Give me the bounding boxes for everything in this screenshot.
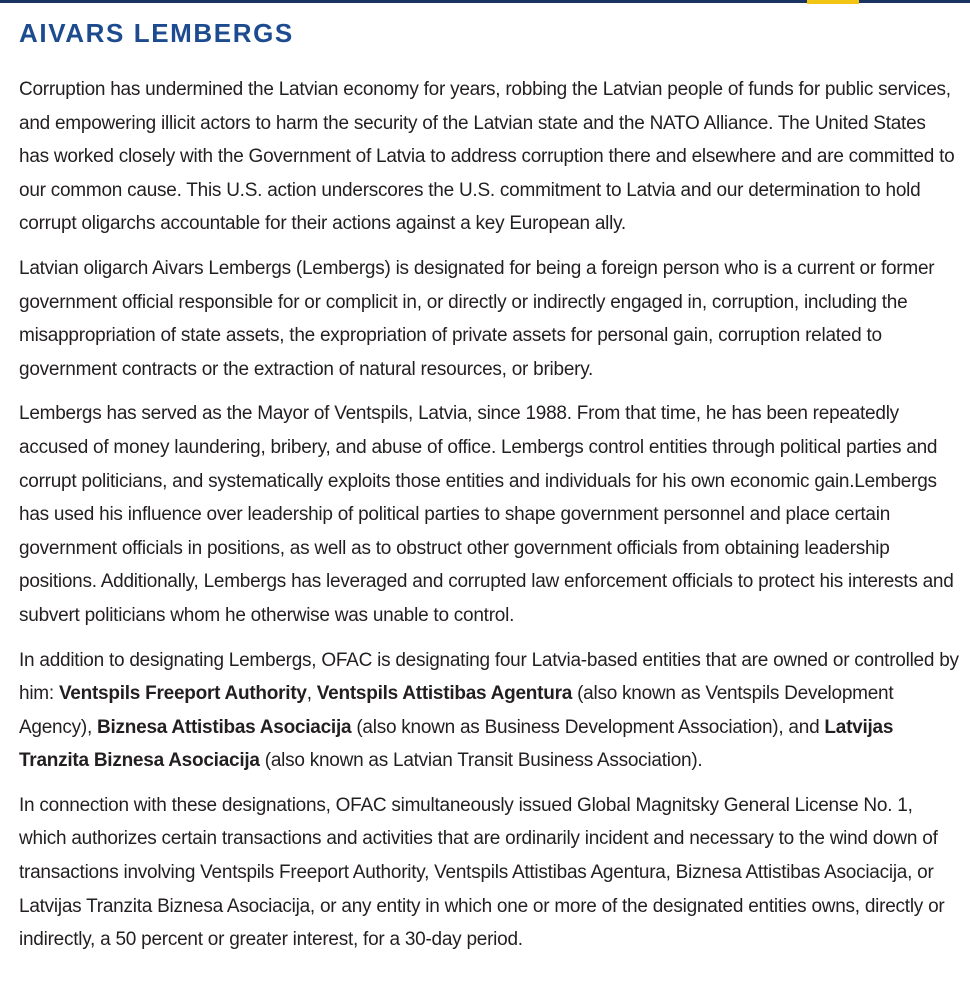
entity-ventspils-attistibas-agentura: Ventspils Attistibas Agentura <box>316 683 573 705</box>
entity-latvijas-tranzita-biznesa-asociacija: Latvijas Tranzita Biznesa Asociacija <box>19 716 894 772</box>
entity-ventspils-freeport-authority: Ventspils Freeport Authority <box>58 683 307 705</box>
paragraph-designated-entities <box>19 644 959 778</box>
section-heading: AIVARS LEMBERGS <box>19 18 294 48</box>
entity-aka-business-development: (also known as Business Development Association), and <box>351 716 825 738</box>
entity-biznesa-attistibas-asociacija: Biznesa Attistibas Asociacija <box>97 716 352 738</box>
entity-aka-transit-business: (also known as Latvian Transit Business Association). <box>259 750 703 772</box>
article-body <box>19 16 959 968</box>
paragraph-corruption-overview: Corruption has undermined the Latvian economy for years, robbing the Latvian people of funds for public services, and empowering illicit actors to harm the security of the Latvian state and the NATO Alliance. The United States has worked closely with the Government of Latvia to address corruption there and elsewhere and are committed to our common cause. This U.S. action underscores the U.S. commitment to Latvia and our determination to hold corrupt oligarchs accountable for their actions against a key European ally. <box>19 79 955 235</box>
entities-separator-text: , <box>306 683 317 705</box>
active-nav-accent <box>807 0 859 4</box>
paragraph-lembergs-background: Lembergs has served as the Mayor of Ventspils, Latvia, since 1988. From that time, he has been repeatedly accused of money laundering, bribery, and abuse of office. Lembergs control entities through political parties and corrupt politicians, and systematically exploits those entities and individuals for his own economic gain.Lembergs has used his influence over leadership of political parties to shape government personnel and place certain government officials in positions, as well as to obstruct other government officials from obtaining leadership positions. Additionally, Lembergs has leveraged and corrupted law enforcement officials to protect his interests and subvert politicians whom he otherwise was unable to control. <box>19 403 954 626</box>
entities-intro-text: In addition to designating Lembergs, OFAC is designating four Latvia-based entities that are owned or controlled by him: <box>19 649 959 705</box>
entity-aka-development-agency: (also known as Ventspils Development Agency), <box>19 683 894 738</box>
paragraph-designation-basis: Latvian oligarch Aivars Lembergs (Lembergs) is designated for being a foreign person who is a current or former government official responsible for or complicit in, or directly or indirectly engaged in, corruption, including the misappropriation of state assets, the expropriation of private assets for personal gain, corruption related to government contracts or the extraction of natural resources, or bribery. <box>19 257 935 380</box>
paragraph-general-license: In connection with these designations, OFAC simultaneously issued Global Magnitsky General License No. 1, which authorizes certain transactions and activities that are ordinarily incident and necessary to the wind down of transactions involving Ventspils Freeport Authority, Ventspils Attistibas Agentura, Biznesa Attistibas Asociacija, or Latvijas Tranzita Biznesa Asociacija, or any entity in which one or more of the designated entities owns, directly or indirectly, a 50 percent or greater interest, for a 30-day period. <box>19 794 945 951</box>
